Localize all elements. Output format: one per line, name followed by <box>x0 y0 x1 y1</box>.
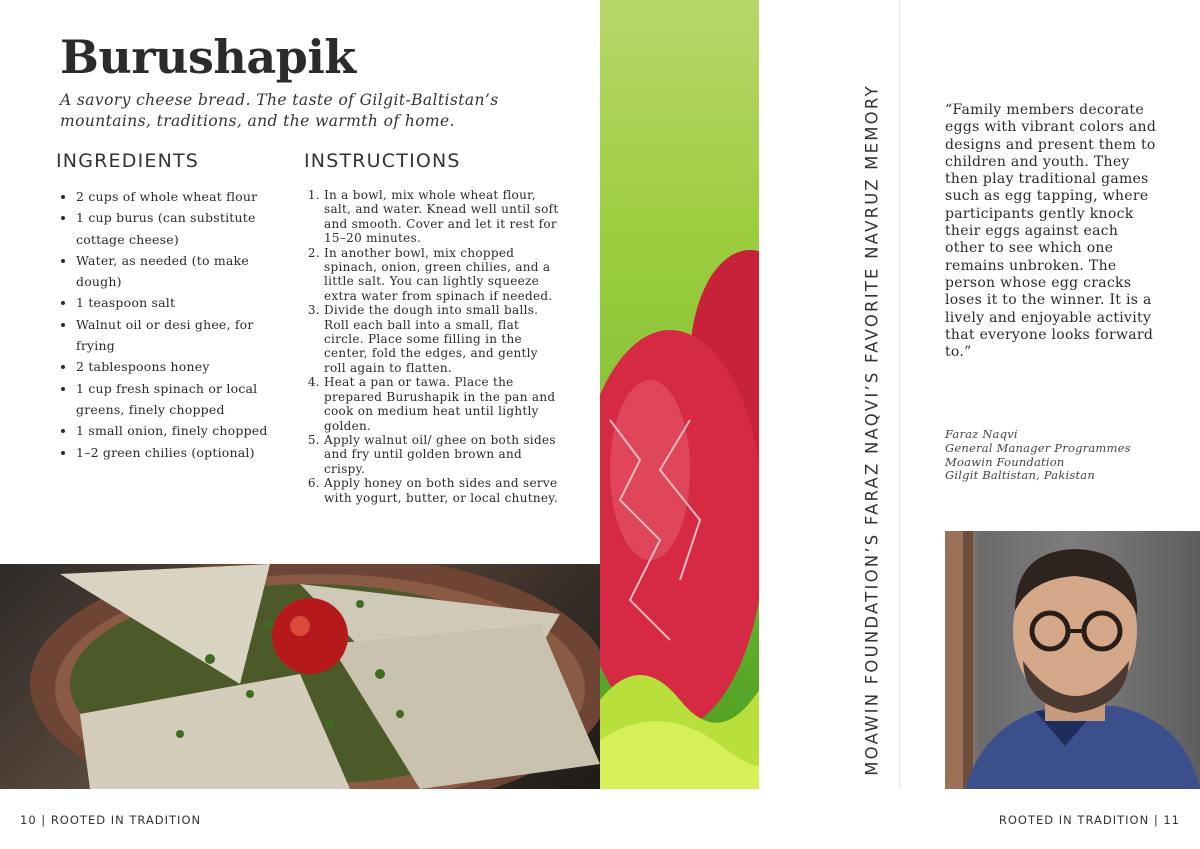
portrait-illustration <box>945 531 1200 789</box>
author-portrait <box>945 531 1200 789</box>
ingredient-item: • Walnut oil or desi ghee, for frying <box>76 314 286 357</box>
ingredient-item: • 2 cups of whole wheat flour <box>76 186 286 207</box>
ingredient-item: • 1 teaspoon salt <box>76 292 286 313</box>
memory-quote: “Family members decorate eggs with vibrant colors and designs and present them to children and youth. They then play traditional games such as egg tapping, where participants gently knock their eggs against each other to see which one remains unbroken. The person whose egg cracks loses it to the winner. It is a lively and enjoyable activity that everyone looks forward to.” <box>945 102 1157 361</box>
instruction-step: 6. Apply honey on both sides and serve with yogurt, butter, or local chutney. <box>324 476 560 505</box>
ingredient-item: • 1 small onion, finely chopped <box>76 420 286 441</box>
ingredient-item: • 2 tablespoons honey <box>76 356 286 377</box>
instruction-step: 3. Divide the dough into small balls. Roll each ball into a small, flat circle. Place some filling in the center, fold the edges, and gently roll again to flatten. <box>324 303 560 375</box>
decorated-eggs-photo <box>600 0 759 789</box>
author-role: General Manager Programmes <box>945 440 1131 455</box>
ingredients-heading: INGREDIENTS <box>56 150 200 172</box>
burushapik-illustration <box>0 564 600 789</box>
ingredients-list <box>58 186 286 463</box>
ingredient-item: • Water, as needed (to make dough) <box>76 250 286 293</box>
instruction-step: 2. In another bowl, mix chopped spinach, onion, green chilies, and a little salt. You can lightly squeeze extra water from spinach if needed. <box>324 246 560 304</box>
ingredient-item: • 1 cup burus (can substitute cottage cheese) <box>76 207 286 250</box>
instruction-step: 1. In a bowl, mix whole wheat flour, salt, and water. Knead well until soft and smooth. Cover and let it rest for 15–20 minutes. <box>324 188 560 246</box>
page-divider <box>899 0 900 789</box>
instruction-step: 4. Heat a pan or tawa. Place the prepared Burushapik in the pan and cook on medium heat until lightly golden. <box>324 375 560 433</box>
burushapik-food-photo <box>0 564 600 789</box>
author-credit <box>945 428 1131 483</box>
recipe-subtitle: A savory cheese bread. The taste of Gilgit-Baltistan’s mountains, traditions, and the warmth of home. <box>60 91 499 130</box>
memory-vertical-title: MOAWIN FOUNDATION’S FARAZ NAQVI’S FAVORITE NAVRUZ MEMORY <box>862 84 882 776</box>
recipe-title: Burushapik <box>60 30 356 84</box>
instructions-list <box>310 188 560 505</box>
instructions-heading: INSTRUCTIONS <box>304 150 461 172</box>
eggs-illustration <box>600 0 759 789</box>
ingredient-item: • 1–2 green chilies (optional) <box>76 442 286 463</box>
author-org: Moawin Foundation <box>945 454 1065 469</box>
footer-right-page-number: ROOTED IN TRADITION | 11 <box>998 813 1180 827</box>
ingredient-item: • 1 cup fresh spinach or local greens, finely chopped <box>76 378 286 421</box>
author-location: Gilgit Baltistan, Pakistan <box>945 468 1095 483</box>
instruction-step: 5. Apply walnut oil/ ghee on both sides and fry until golden brown and crispy. <box>324 433 560 476</box>
author-name: Faraz Naqvi <box>945 427 1018 441</box>
footer-left-page-number: 10 | ROOTED IN TRADITION <box>20 813 202 827</box>
